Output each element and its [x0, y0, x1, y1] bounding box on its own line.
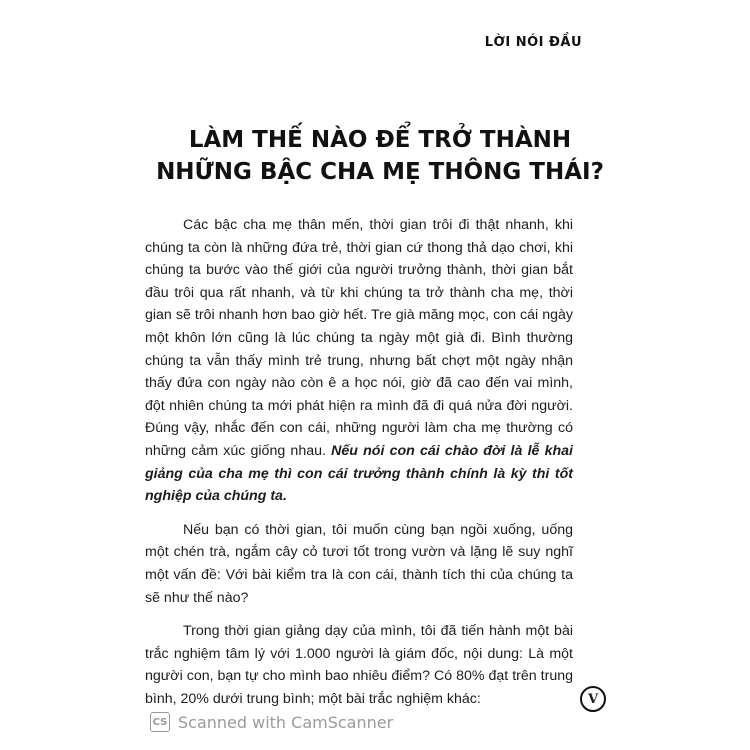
- paragraph-1-emphasis: Nếu nói con cái chào đời là lễ khai giảng của cha mẹ thì con cái trưởng thành chính là kỳ thi tốt nghiệp của chúng ta.: [145, 442, 573, 505]
- paragraph-2: Nếu bạn có thời gian, tôi muốn cùng bạn ngồi xuống, uống một chén trà, ngắm cây cỏ tươi tốt trong vườn và lặng lẽ suy nghĩ một vấn đề: Với bài kiểm tra là con cái, thành tích thi của chúng ta sẽ như thế nào?: [145, 521, 573, 606]
- chapter-title: [150, 124, 610, 188]
- chapter-title-line-1: LÀM THẾ NÀO ĐỂ TRỞ THÀNH: [188, 127, 572, 153]
- scanner-watermark-text: Scanned with CamScanner: [178, 712, 394, 732]
- paragraph-3: Trong thời gian giảng dạy của mình, tôi đã tiến hành một bài trắc nghiệm tâm lý với 1.000 người là giám đốc, nội dung: Là một người con, bạn tự cho mình bao nhiêu điểm? Có 80% đạt trên trung bình, 20% dưới trung bình; một bài trắc nghiệm khác:: [145, 623, 573, 707]
- paragraph-1-text: Các bậc cha mẹ thân mến, thời gian trôi đi thật nhanh, khi chúng ta còn là những đứa trẻ, thời gian cứ thong thả dạo chơi, khi chúng ta bước vào thế giới của người trưởng thành, thời gian bắt đầu trôi qua rất nhanh, và từ khi chúng ta trở thành cha mẹ, thời gian sẽ trôi nhanh hơn bao giờ hết. Tre già măng mọc, con cái ngày một khôn lớn cũng là lúc chúng ta ngày một già đi. Bình thường chúng ta vẫn thấy mình trẻ trung, nhưng bất chợt một ngày nhận thấy đứa con ngày nào còn ê a học nói, giờ đã cao đến vai mình, đột nhiên chúng ta mới phát hiện ra mình đã đi quá nửa đời người. Đúng vậy, nhắc đến con cái, những người làm cha mẹ thường có những cảm xúc giống nhau.: [145, 217, 573, 459]
- body-text: [145, 214, 573, 721]
- page-number: V: [580, 686, 606, 712]
- scanner-watermark: [150, 712, 393, 732]
- running-header: LỜI NÓI ĐẦU: [484, 35, 582, 50]
- paragraph-1: [145, 214, 573, 508]
- chapter-title-line-2: NHỮNG BẬC CHA MẸ THÔNG THÁI?: [156, 159, 604, 185]
- camscanner-logo-icon: CS: [150, 712, 170, 732]
